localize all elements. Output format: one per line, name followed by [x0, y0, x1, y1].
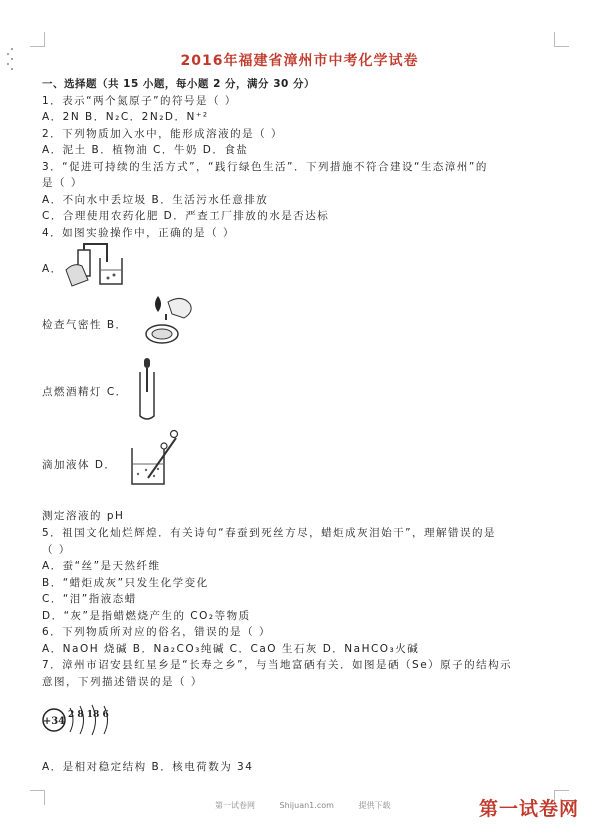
q5-option-a: A．蚕“丝”是天然纤维 [42, 560, 161, 572]
q2-stem: 2．下列物质加入水中，能形成溶液的是（ ） [42, 128, 284, 140]
exam-title: 2016年福建省漳州市中考化学试卷 [180, 53, 419, 69]
airtightness-figure [62, 240, 134, 290]
q5-option-b: B．“蜡炬成灰”只发生化学变化 [42, 577, 209, 589]
alcohol-lamp-figure [138, 290, 198, 348]
brand-logo-text: 第一试卷网 [478, 798, 579, 820]
footer-download-note: 提供下载 [358, 801, 391, 810]
ph-measure-figure [126, 424, 186, 488]
q4-option-d-caption: 测定溶液的 pH [42, 510, 125, 522]
q3-stem-cont: 是（ ） [42, 177, 83, 189]
selenium-atom-diagram [40, 700, 120, 740]
q4-option-d-label: 滴加液体 D． [42, 459, 117, 471]
q7-options: A．是相对稳定结构 B．核电荷数为 34 [42, 761, 254, 773]
q6-stem: 6．下列物质所对应的俗名，错误的是（ ） [42, 626, 272, 638]
page-footer [215, 800, 412, 811]
q5-option-c: C．“泪”指液态蜡 [42, 593, 137, 605]
q5-stem: 5．祖国文化灿烂辉煌．有关诗句“春蚕到死丝方尽，蜡炬成灰泪始干”，理解错误的是 [42, 527, 497, 539]
q1-options: A．2N B．N₂C．2N₂D．N⁺² [42, 111, 209, 123]
q3-options-ab: A．不向水中丢垃圾 B．生活污水任意排放 [42, 194, 269, 206]
q4-stem: 4．如图实验操作中，正确的是（ ） [42, 227, 236, 239]
footer-site-name: 第一试卷网 [215, 801, 255, 810]
q2-options: A．泥土 B．植物油 C．牛奶 D．食盐 [42, 144, 249, 156]
q5-option-d: D．“灰”是指蜡燃烧产生的 CO₂等物质 [42, 610, 251, 622]
crop-mark-top-left [30, 32, 45, 47]
section-heading: 一、选择题（共 15 小题，每小题 2 分，满分 30 分） [42, 78, 315, 90]
dropper-tube-figure [132, 358, 162, 422]
crop-mark-top-right [554, 32, 569, 47]
q3-options-cd: C．合理使用农药化肥 D．严查工厂排放的水是否达标 [42, 210, 330, 222]
q4-option-c-label: 点燃酒精灯 C． [42, 386, 128, 398]
crop-mark-bottom-left [30, 790, 45, 805]
atom-shells-label: 2 8 18 6 [68, 710, 109, 720]
q3-stem: 3．“促进可持续的生活方式”，“践行绿色生活”．下列措施不符合建设“生态漳州”的 [42, 161, 488, 173]
q6-options: A．NaOH 烧碱 B．Na₂CO₃纯碱 C．CaO 生石灰 D．NaHCO₃火碱 [42, 643, 420, 655]
q4-option-a-label: A． [42, 263, 63, 275]
atom-nucleus-label: +34 [42, 716, 66, 727]
q7-stem: 7．漳州市诏安县红星乡是“长寿之乡”，与当地富硒有关．如图是硒（Se）原子的结构示 [42, 659, 513, 671]
footer-site-url: Shijuan1.com [279, 801, 334, 810]
q7-stem-cont: 意图，下列描述错误的是（ ） [42, 676, 203, 688]
q1-stem: 1．表示“两个氮原子”的符号是（ ） [42, 95, 237, 107]
q4-option-b-label: 检查气密性 B． [42, 319, 128, 331]
q5-stem-cont: （ ） [42, 544, 71, 556]
